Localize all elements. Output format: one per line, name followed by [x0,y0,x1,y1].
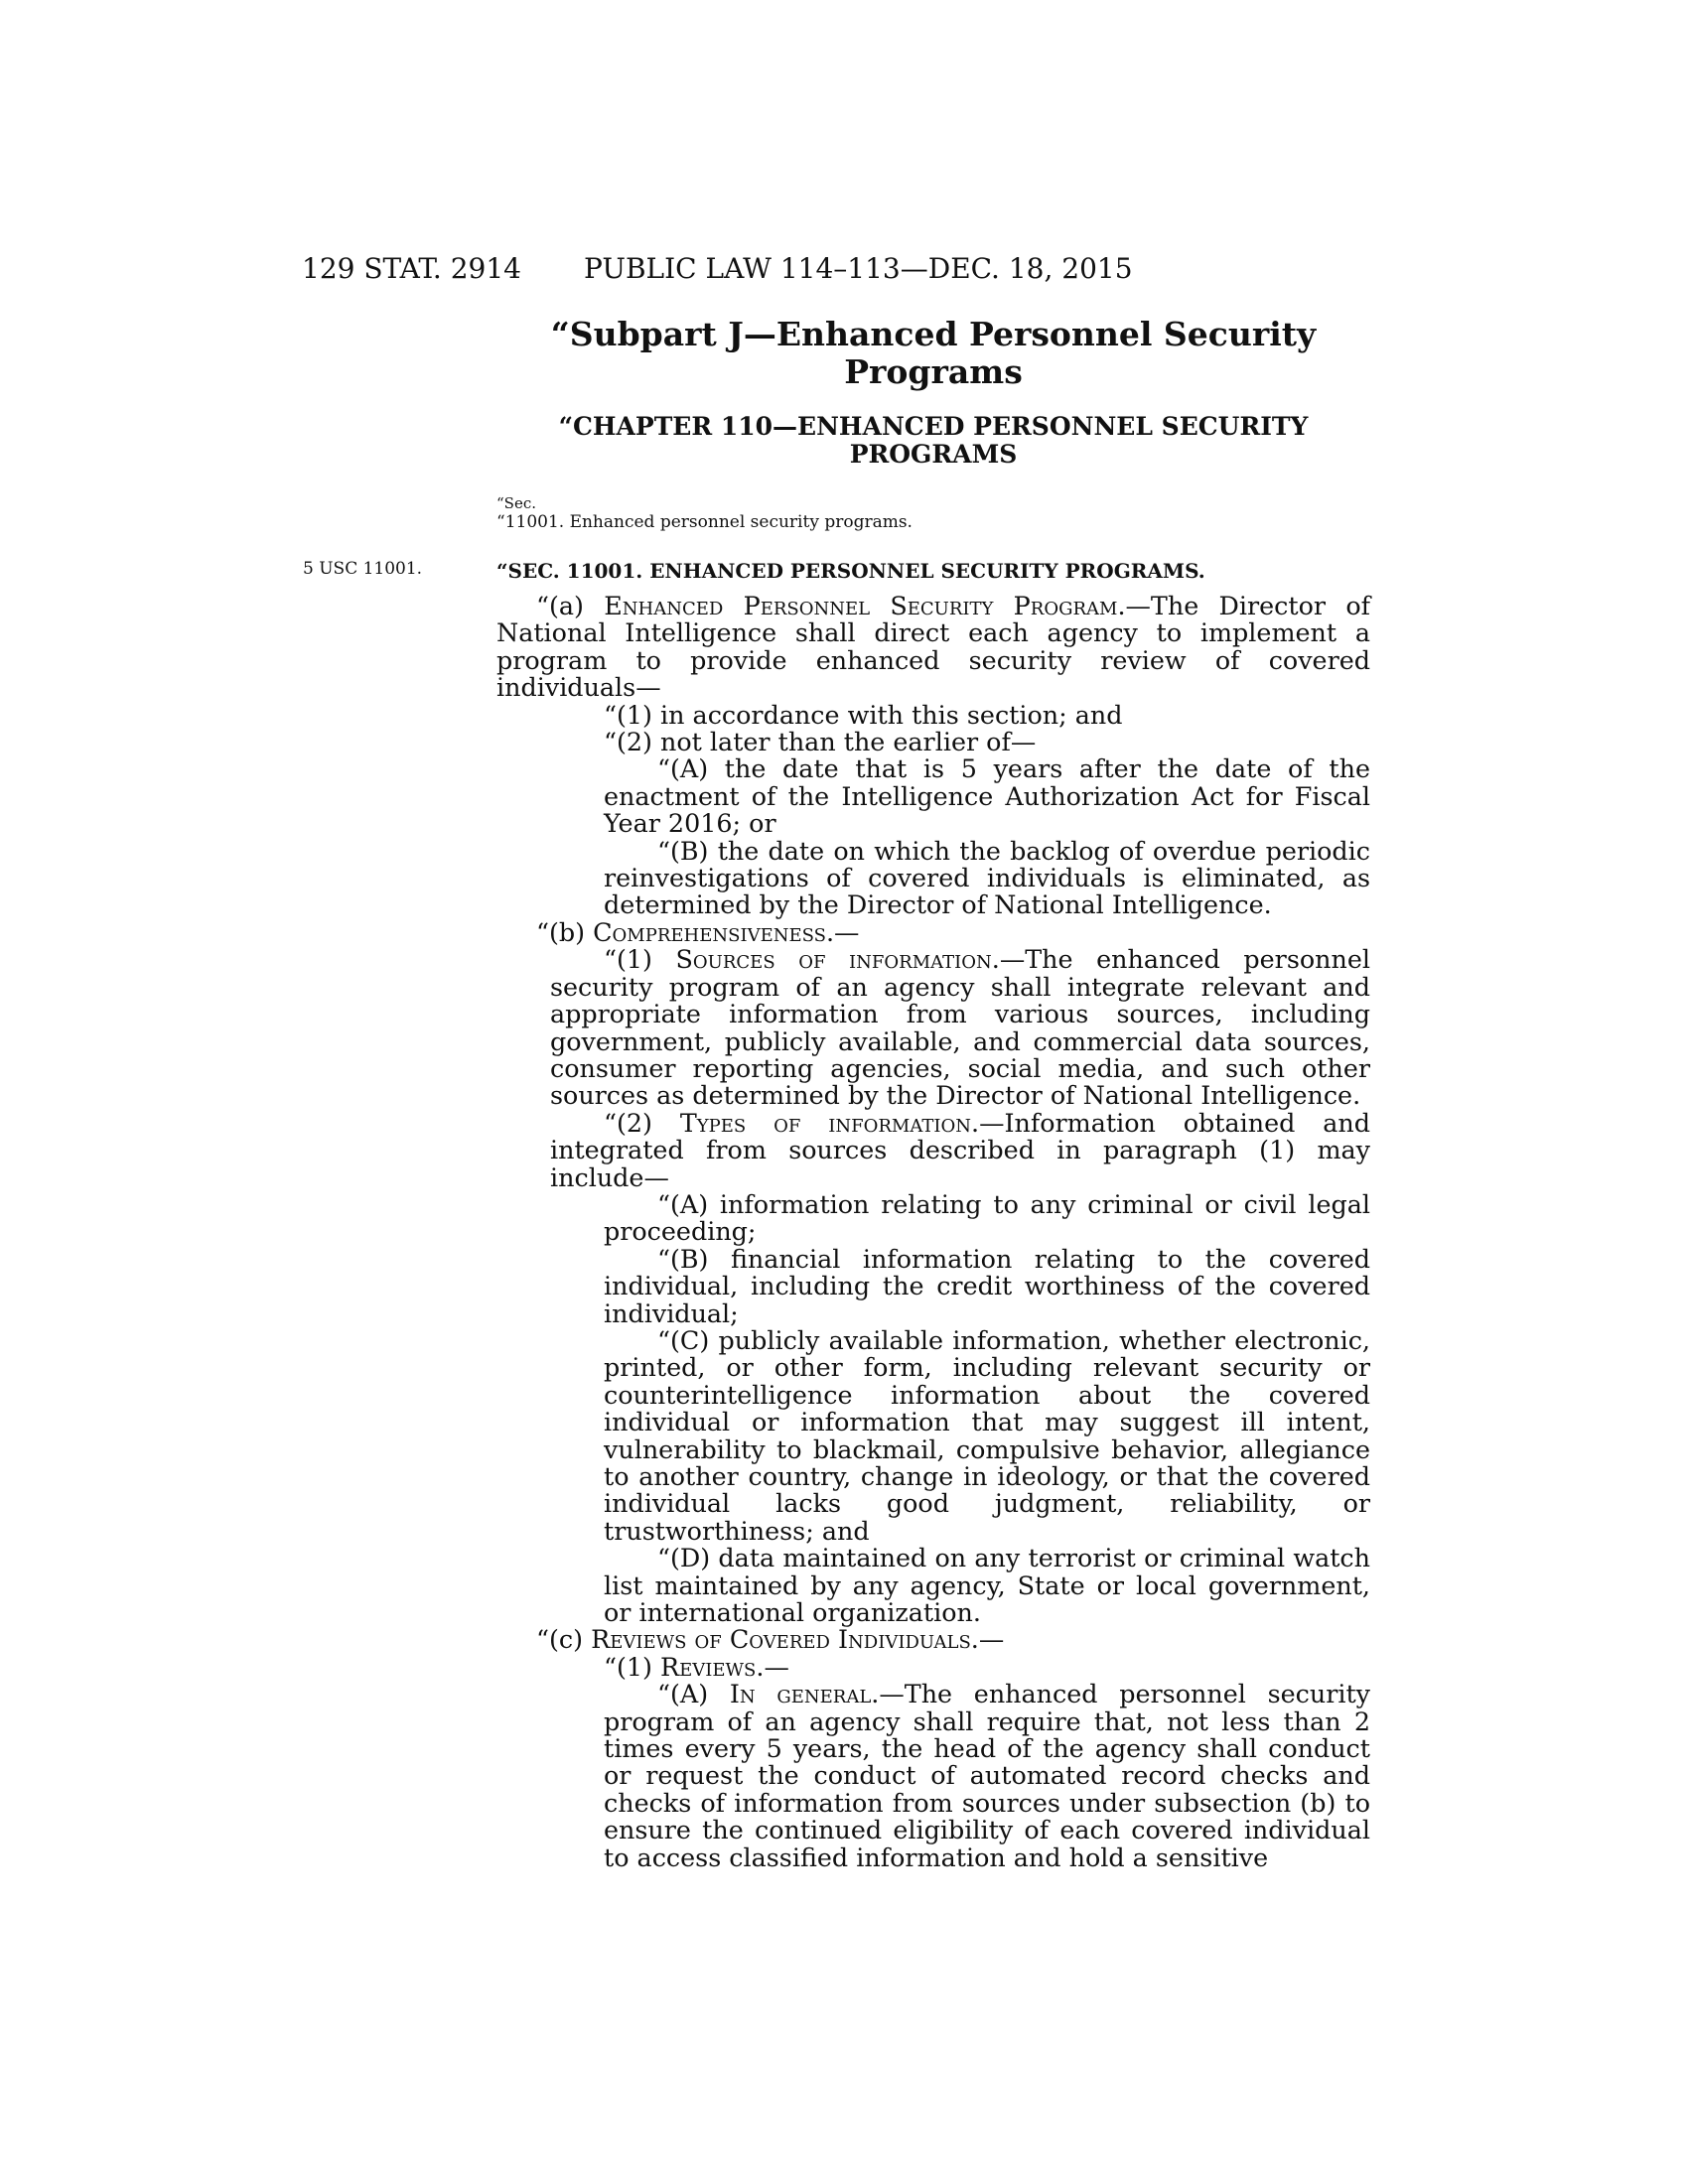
toc-entry: “11001. Enhanced personnel security programs. [496,512,913,532]
subparagraph-a-2-B: “(B) the date on which the backlog of overdue periodic reinvestigations of covered individuals is eliminated, as determined by the Director of National Intelligence. [604,835,1370,920]
chapter-title: “CHAPTER 110—ENHANCED PERSONNEL SECURITY PROGRAMS [558,412,1309,469]
subparagraph-c-1-A-number: “(A) [657,1679,730,1709]
running-header [302,252,1215,292]
paragraph-a-2: “(2) not later than the earlier of— [604,727,1037,757]
subparagraph-b-2-B: “(B) financial information relating to the covered individual, including the credit worthiness of the covered individual; [604,1243,1370,1328]
subparagraph-c-1-A-heading: In general [729,1679,872,1709]
paragraph-b-1-text: .—The enhanced personnel security program of an agency shall integrate relevant and appropriate information from various sources, including government, publicly available, and commercial data sources, consumer reporting agencies, social media, and such other sources as determined by the Director of National Intelligence. [550,944,1370,1111]
table-of-contents [496,494,913,532]
subsection-c [496,1626,1370,1653]
subsection-c-number: “(c) [536,1624,592,1655]
paragraph-b-2-text: .—Information obtained and integrated from sources described in paragraph (1) may include— [550,1107,1370,1192]
margin-note: 5 USC 11001. [303,559,423,579]
subparagraph-b-2-C: “(C) publicly available information, whether electronic, printed, or other form, including relevant security or counterintelligence information about the covered individual or information that may suggest ill intent, vulnerability to blackmail, compulsive behavior, allegiance to another country, change in ideology, or that the covered individual lacks good judgment, reliability, or trustworthiness; and [604,1324,1370,1546]
subparagraph-a-2-A: “(A) the date that is 5 years after the date of the enactment of the Intelligence Authorization Act for Fiscal Year 2016; or [604,753,1370,839]
subsection-b [496,916,1370,947]
section-heading: “SEC. 11001. ENHANCED PERSONNEL SECURITY PROGRAMS. [496,559,1205,583]
subsection-a-number: “(a) [536,591,605,620]
paragraph-c-1 [496,1651,1370,1682]
subsection-c-heading: Reviews of Covered Individuals [591,1624,971,1655]
paragraph-c-1-heading: Reviews [660,1651,757,1682]
section-body [496,593,1370,1871]
paragraph-b-1-heading: Sources of information [675,944,992,975]
subparagraph-c-1-A [496,1681,1370,1871]
subsection-b-heading: Comprehensiveness [593,916,826,947]
subparagraph-b-2-A: “(A) information relating to any criminal or civil legal proceeding; [604,1188,1370,1247]
subpart-title: “Subpart J—Enhanced Personnel Security Programs [550,315,1317,391]
paragraph-c-1-dash: .— [756,1651,789,1682]
subparagraph-c-1-A-text: .—The enhanced personnel security program of an agency shall require that, not less than 2 times every 5 years, the head of the agency shall conduct or request the conduct of automated record checks and checks of information from sources under subsection (b) to ensure the continued eligibility of each covered individual to access classified information and hold a sensitive [604,1679,1371,1872]
subsection-a [496,593,1370,702]
paragraph-c-1-number: “(1) [604,1651,661,1682]
subsection-b-number: “(b) [536,916,594,947]
subsection-c-dash: .— [970,1624,1005,1655]
subsection-a-text: .—The Director of National Intelligence shall direct each agency to implement a program to provide enhanced security review of covered individuals— [496,591,1370,703]
paragraph-b-1-number: “(1) [604,944,676,975]
paragraph-b-2-number: “(2) [604,1107,680,1138]
paragraph-a-1: “(1) in accordance with this section; and [604,699,1123,730]
subsection-b-dash: .— [825,916,860,947]
paragraph-b-2-heading: Types of information [679,1107,971,1138]
subsection-a-heading: Enhanced Personnel Security Program [604,591,1118,620]
paragraph-b-1 [496,946,1370,1109]
paragraph-b-2 [496,1107,1370,1192]
public-law-citation: PUBLIC LAW 114–113—DEC. 18, 2015 [584,252,1133,285]
toc-heading: “Sec. [496,494,536,512]
stat-page-number: 129 STAT. 2914 [302,252,521,285]
subparagraph-b-2-D: “(D) data maintained on any terrorist or criminal watch list maintained by any agency, State or local government, or international organization. [604,1543,1370,1628]
